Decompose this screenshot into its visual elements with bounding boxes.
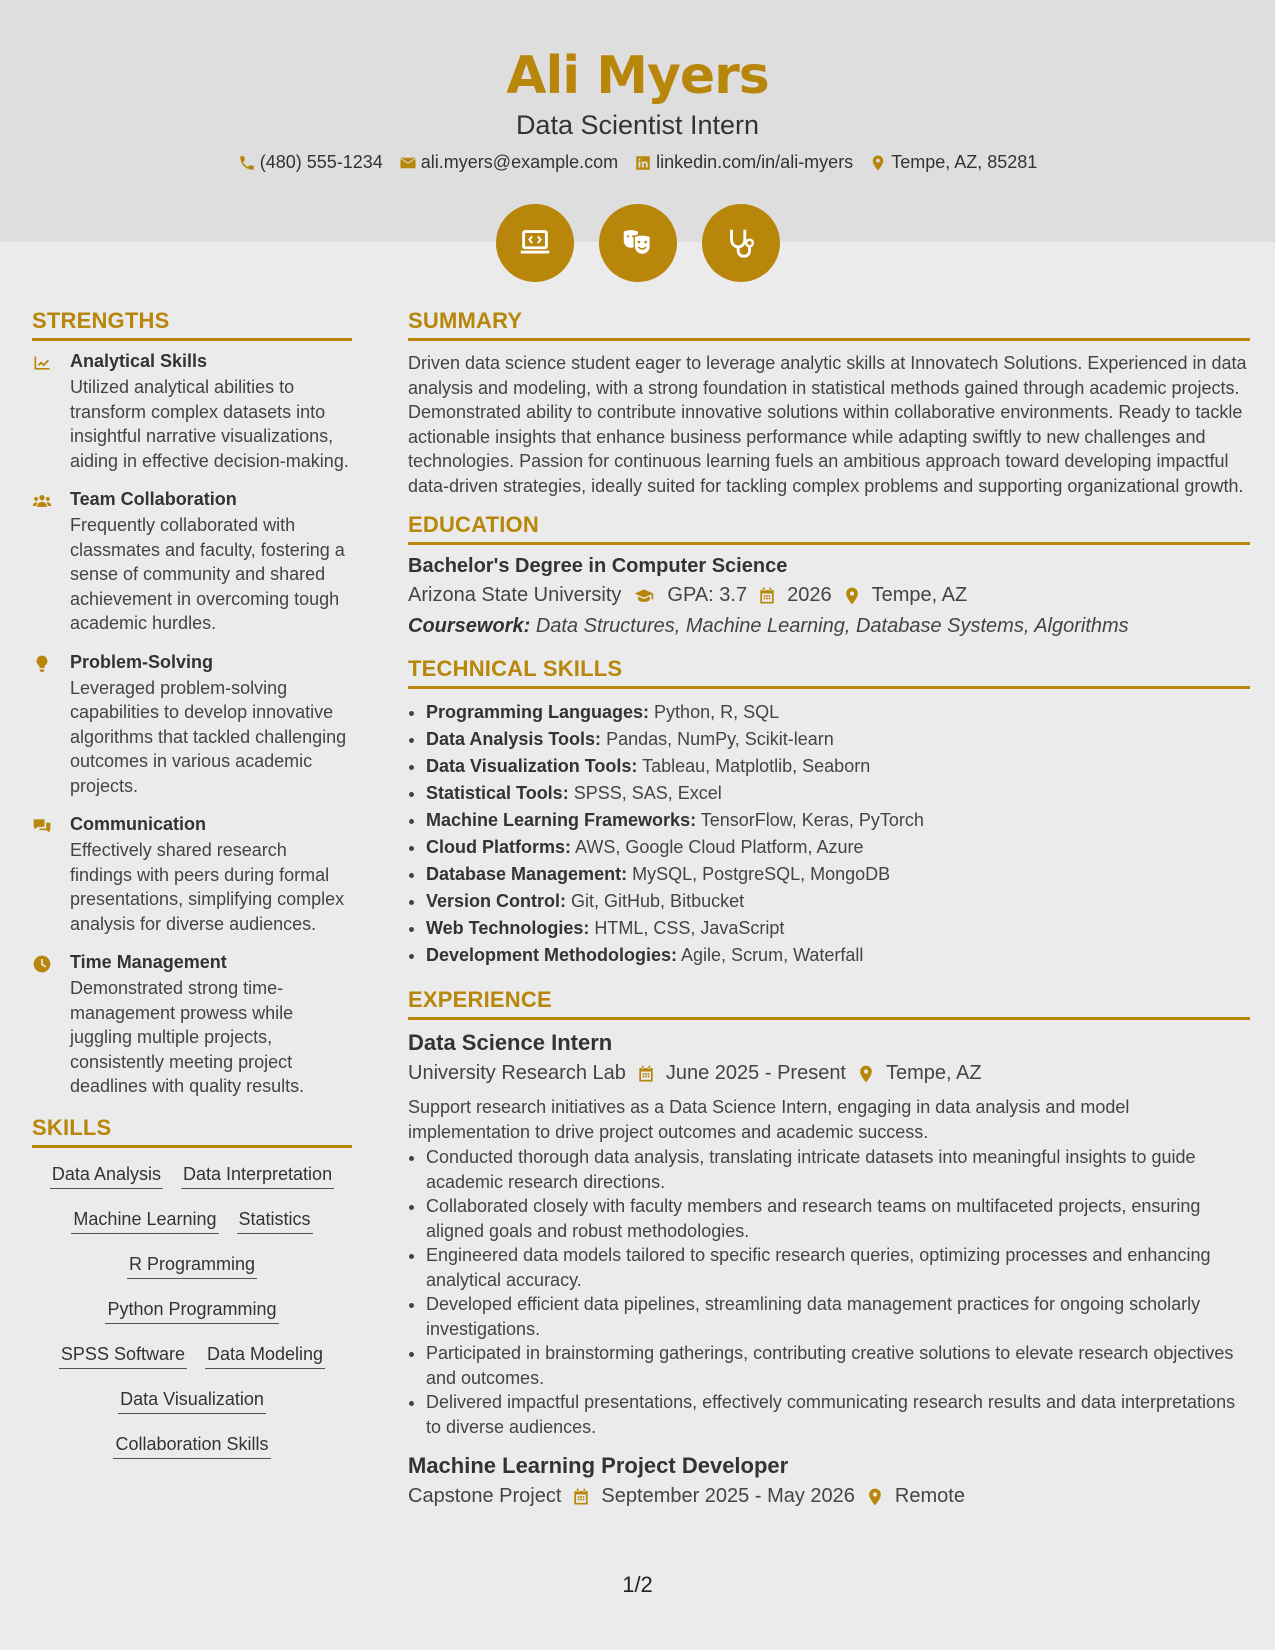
gpa-text: GPA: 3.7 (667, 584, 748, 606)
list-item (426, 942, 1250, 969)
tech-label: Development Methodologies: (426, 945, 678, 965)
list-item (426, 861, 1250, 888)
strength-title: Analytical Skills (70, 351, 208, 371)
skill-tag: R Programming (127, 1254, 257, 1279)
graduation-cap-icon (631, 586, 657, 606)
skills-heading: SKILLS (32, 1115, 352, 1148)
calendar-icon (571, 1487, 591, 1507)
chart-line-icon (32, 353, 52, 373)
list-item (426, 834, 1250, 861)
tech-label: Version Control: (426, 891, 567, 911)
education-heading: EDUCATION (408, 512, 1250, 545)
strength-desc: Frequently collaborated with classmates and faculty, fostering a sense of community and shared achievement in overcoming tough academic hurdles. (70, 515, 345, 633)
users-icon (32, 491, 52, 511)
tech-label: Data Analysis Tools: (426, 729, 602, 749)
tech-value: Git, GitHub, Bitbucket (571, 891, 745, 911)
strength-title: Problem-Solving (70, 651, 214, 672)
contact-location (869, 152, 1037, 173)
job-dates: June 2025 - Present (665, 1062, 846, 1084)
laptop-code-icon (496, 204, 574, 282)
linkedin-text: linkedin.com/in/ali-myers (656, 152, 854, 172)
strength-item (32, 952, 352, 1099)
graduation-year: 2026 (787, 584, 832, 606)
list-item (426, 780, 1250, 807)
interest-icons (0, 204, 1275, 282)
linkedin-icon (634, 154, 652, 172)
strength-desc: Demonstrated strong time-management prowess while juggling multiple projects, consistently meeting project deadlines with quality results. (70, 978, 305, 1096)
list-item: • Collaborated closely with faculty members and research teams on multifaceted projects, ensuring aligned goals and robust methodologies. (426, 1194, 1250, 1243)
list-item (426, 726, 1250, 753)
list-item (426, 888, 1250, 915)
contact-email[interactable] (399, 152, 618, 173)
tech-label: Statistical Tools: (426, 783, 569, 803)
tech-value: Python, R, SQL (654, 702, 780, 722)
skill-tag: Data Visualization (118, 1389, 266, 1414)
phone-icon (238, 154, 256, 172)
tech-label: Machine Learning Frameworks: (426, 810, 697, 830)
job-entry (408, 1030, 1250, 1439)
candidate-role: Data Scientist Intern (515, 110, 760, 140)
job-location: Remote (894, 1485, 965, 1507)
list-item: • Participated in brainstorming gatherings, contributing creative solutions to elevate research objectives and outcomes. (426, 1341, 1250, 1390)
list-item: • Engineered data models tailored to specific research queries, optimizing processes and enhancing analytical accuracy. (426, 1243, 1250, 1292)
clock-icon (32, 954, 52, 974)
strengths-heading: STRENGTHS (32, 308, 352, 341)
tech-label: Cloud Platforms: (426, 837, 572, 857)
tech-value: Pandas, NumPy, Scikit-learn (606, 729, 834, 749)
location-text: Tempe, AZ, 85281 (891, 152, 1038, 172)
job-title: Machine Learning Project Developer (408, 1453, 789, 1478)
strength-item (32, 814, 352, 936)
envelope-icon (399, 154, 417, 172)
skill-tag: Data Analysis (50, 1164, 163, 1189)
tech-value: Tableau, Matplotlib, Seaborn (642, 756, 871, 776)
tech-label: Web Technologies: (426, 918, 590, 938)
comments-icon (32, 816, 52, 836)
degree-title: Bachelor's Degree in Computer Science (408, 555, 788, 577)
map-marker-icon (865, 1487, 885, 1507)
school-location: Tempe, AZ (871, 584, 968, 606)
tech-value: TensorFlow, Keras, PyTorch (700, 810, 924, 830)
job-meta (408, 1062, 1250, 1085)
job-entry (408, 1453, 1250, 1508)
candidate-name: Ali Myers (506, 46, 769, 106)
strength-desc: Utilized analytical abilities to transform complex datasets into insightful narrative visualizations, aiding in effective decision-making. (70, 377, 349, 471)
skill-tag: Data Interpretation (181, 1164, 334, 1189)
job-org: University Research Lab (408, 1062, 626, 1084)
skill-tag: Data Modeling (205, 1344, 325, 1369)
skill-tag: Machine Learning (71, 1209, 218, 1234)
skills-list (32, 1164, 352, 1459)
school-name: Arizona State University (408, 584, 622, 606)
strength-title: Communication (70, 814, 207, 834)
tech-value: MySQL, PostgreSQL, MongoDB (632, 864, 891, 884)
strength-item (32, 489, 352, 636)
job-location: Tempe, AZ (886, 1062, 982, 1084)
coursework-line (408, 615, 1250, 638)
map-marker-icon (856, 1064, 876, 1084)
contact-bar (0, 152, 1275, 173)
summary-heading: SUMMARY (408, 308, 1250, 341)
strength-title: Team Collaboration (70, 489, 237, 509)
job-org: Capstone Project (408, 1485, 562, 1507)
strength-item (32, 652, 352, 799)
strength-title: Time Management (70, 952, 227, 972)
tech-label: Database Management: (426, 864, 628, 884)
email-text: ali.myers@example.com (420, 152, 619, 172)
skill-tag: Collaboration Skills (113, 1434, 270, 1459)
job-dates: September 2025 - May 2026 (601, 1485, 855, 1507)
strength-item (32, 351, 352, 473)
strength-desc: Leveraged problem-solving capabilities to develop innovative algorithms that tackled challenging outcomes in various academic projects. (70, 677, 347, 796)
job-title: Data Science Intern (408, 1030, 613, 1055)
skill-tag: Statistics (237, 1209, 313, 1234)
job-bullets (408, 1145, 1250, 1439)
tech-value: HTML, CSS, JavaScript (594, 918, 785, 938)
strength-desc: Effectively shared research findings with peers during formal presentations, simplifying complex analysis for diverse audiences. (70, 840, 345, 934)
job-description: Support research initiatives as a Data Science Intern, engaging in data analysis and model implementation to drive project outcomes and academic success. (408, 1097, 1130, 1142)
contact-phone[interactable] (238, 152, 383, 173)
technical-skills-list (408, 699, 1250, 969)
tech-value: Agile, Scrum, Waterfall (681, 945, 864, 965)
experience-heading: EXPERIENCE (408, 987, 1250, 1020)
list-item: • Developed efficient data pipelines, streamlining data management practices for ongoing scholarly investigations. (426, 1292, 1250, 1341)
calendar-icon (636, 1064, 656, 1084)
education-meta (408, 584, 1250, 607)
list-item (426, 807, 1250, 834)
skill-tag: SPSS Software (59, 1344, 187, 1369)
tech-label: Programming Languages: (426, 702, 650, 722)
phone-text: (480) 555-1234 (259, 152, 383, 172)
list-item: • Conducted thorough data analysis, translating intricate datasets into meaningful insights to guide academic research directions. (426, 1145, 1250, 1194)
list-item (426, 753, 1250, 780)
coursework-label: Coursework: (408, 615, 531, 637)
contact-linkedin[interactable] (634, 152, 853, 173)
list-item (426, 699, 1250, 726)
theater-masks-icon (599, 204, 677, 282)
tech-value: SPSS, SAS, Excel (573, 783, 722, 803)
technical-skills-heading: TECHNICAL SKILLS (408, 656, 1250, 689)
tech-value: AWS, Google Cloud Platform, Azure (575, 837, 864, 857)
left-column (32, 308, 352, 1459)
job-meta (408, 1485, 1250, 1508)
coursework-text: Data Structures, Machine Learning, Database Systems, Algorithms (535, 615, 1129, 637)
skill-tag: Python Programming (105, 1299, 278, 1324)
stethoscope-icon (702, 204, 780, 282)
list-item (426, 915, 1250, 942)
lightbulb-icon (32, 654, 52, 674)
map-marker-icon (869, 154, 887, 172)
calendar-icon (757, 586, 777, 606)
list-item: • Delivered impactful presentations, effectively communicating research results and data interpretations to diverse audiences. (426, 1390, 1250, 1439)
right-column (408, 308, 1250, 1508)
map-marker-icon (842, 586, 862, 606)
summary-text: Driven data science student eager to leverage analytic skills at Innovatech Solutions. Experienced in data analysis and modeling, with a strong foundation in statistical methods gained through academic projects. Demonstrated ability to contribute innovative solutions within collaborative environments. Ready to tackle actionable insights that enhance business performance while adapting swiftly to new challenges and technologies. Passion for continuous learning fuels an ambitious approach toward developing impactful data-driven strategies, ideally suited for tackling complex problems and supporting organizational growth. (408, 353, 1247, 496)
tech-label: Data Visualization Tools: (426, 756, 638, 776)
page-number: 1/2 (622, 1572, 653, 1597)
